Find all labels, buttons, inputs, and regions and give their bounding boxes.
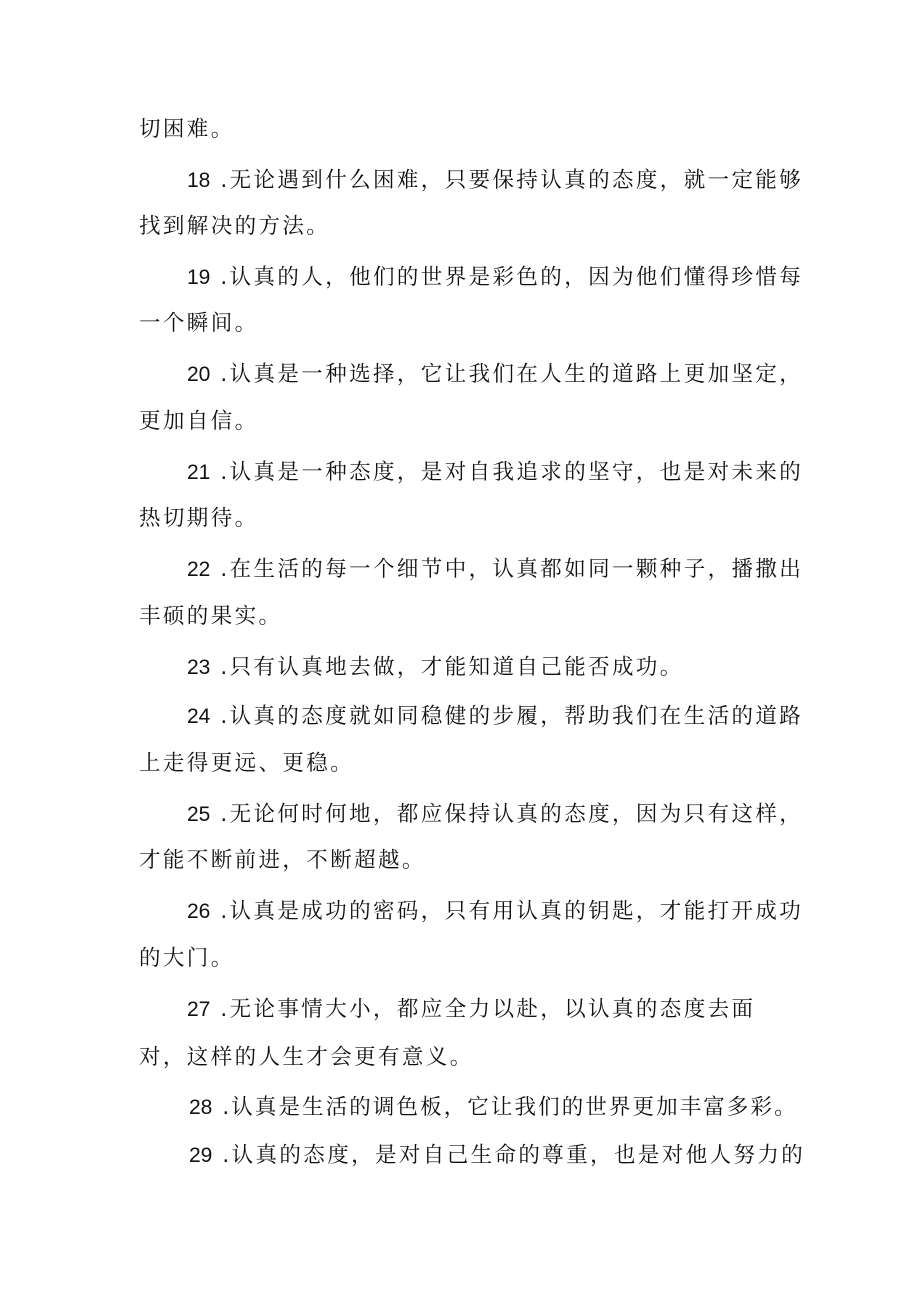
list-item-29 bbox=[189, 1145, 805, 1167]
item-number: 25 bbox=[187, 803, 211, 826]
item-text: .只有认真地去做，才能知道自己能否成功。 bbox=[220, 655, 684, 680]
line-text: 切困难。 bbox=[139, 117, 235, 142]
line-text: 的大门。 bbox=[139, 946, 235, 971]
text-line bbox=[139, 948, 235, 970]
item-text: .认真的态度就如同稳健的步履，帮助我们在生活的道路 bbox=[220, 704, 804, 729]
text-line bbox=[139, 216, 330, 238]
line-text: 上走得更远、更稳。 bbox=[139, 751, 355, 776]
list-item-28 bbox=[189, 1097, 798, 1119]
line-text: 找到解决的方法。 bbox=[139, 214, 331, 239]
list-item-20 bbox=[187, 364, 803, 386]
text-line bbox=[139, 508, 259, 530]
item-text: .认真是一种态度，是对自我追求的坚守，也是对未来的 bbox=[220, 460, 804, 485]
item-number: 27 bbox=[187, 998, 211, 1021]
line-text: 热切期待。 bbox=[139, 506, 259, 531]
line-text: 丰硕的果实。 bbox=[139, 604, 283, 629]
item-number: 24 bbox=[187, 705, 211, 728]
text-line bbox=[139, 753, 354, 775]
line-text: 一个瞬间。 bbox=[139, 311, 259, 336]
item-text: .认真的态度，是对自己生命的尊重，也是对他人努力的 bbox=[222, 1143, 806, 1168]
item-text: .认真是生活的调色板，它让我们的世界更加丰富多彩。 bbox=[222, 1095, 798, 1120]
list-item-19 bbox=[187, 267, 803, 289]
item-number: 23 bbox=[187, 656, 211, 679]
text-line bbox=[139, 606, 282, 628]
list-item-24 bbox=[187, 706, 803, 728]
item-number: 28 bbox=[189, 1096, 213, 1119]
item-text: .认真是成功的密码，只有用认真的钥匙，才能打开成功 bbox=[220, 899, 804, 924]
list-item-22 bbox=[187, 559, 803, 581]
item-text: .无论遇到什么困难，只要保持认真的态度，就一定能够 bbox=[220, 168, 804, 193]
list-item-21 bbox=[187, 462, 803, 484]
line-text: 才能不断前进，不断超越。 bbox=[139, 848, 426, 873]
text-line bbox=[139, 119, 235, 141]
item-number: 18 bbox=[187, 169, 211, 192]
line-text: 更加自信。 bbox=[139, 409, 259, 434]
item-text: .认真是一种选择，它让我们在人生的道路上更加坚定， bbox=[220, 362, 804, 387]
text-line bbox=[139, 411, 259, 433]
text-line bbox=[139, 850, 426, 872]
item-number: 20 bbox=[187, 363, 211, 386]
list-item-25 bbox=[187, 804, 803, 826]
item-number: 29 bbox=[189, 1144, 213, 1167]
item-number: 21 bbox=[187, 461, 211, 484]
item-number: 19 bbox=[187, 266, 211, 289]
line-text: 对，这样的人生才会更有意义。 bbox=[139, 1045, 474, 1070]
item-text: .在生活的每一个细节中，认真都如同一颗种子，播撒出 bbox=[220, 557, 804, 582]
list-item-26 bbox=[187, 901, 803, 923]
list-item-18 bbox=[187, 170, 803, 192]
item-text: .无论何时何地，都应保持认真的态度，因为只有这样， bbox=[220, 802, 804, 827]
item-number: 22 bbox=[187, 558, 211, 581]
list-item-27 bbox=[187, 999, 755, 1021]
text-line bbox=[139, 1047, 474, 1069]
item-text: .认真的人，他们的世界是彩色的，因为他们懂得珍惜每 bbox=[220, 265, 804, 290]
item-text: .无论事情大小，都应全力以赴，以认真的态度去面 bbox=[220, 997, 756, 1022]
list-item-23 bbox=[187, 657, 684, 679]
item-number: 26 bbox=[187, 900, 211, 923]
text-line bbox=[139, 313, 259, 335]
